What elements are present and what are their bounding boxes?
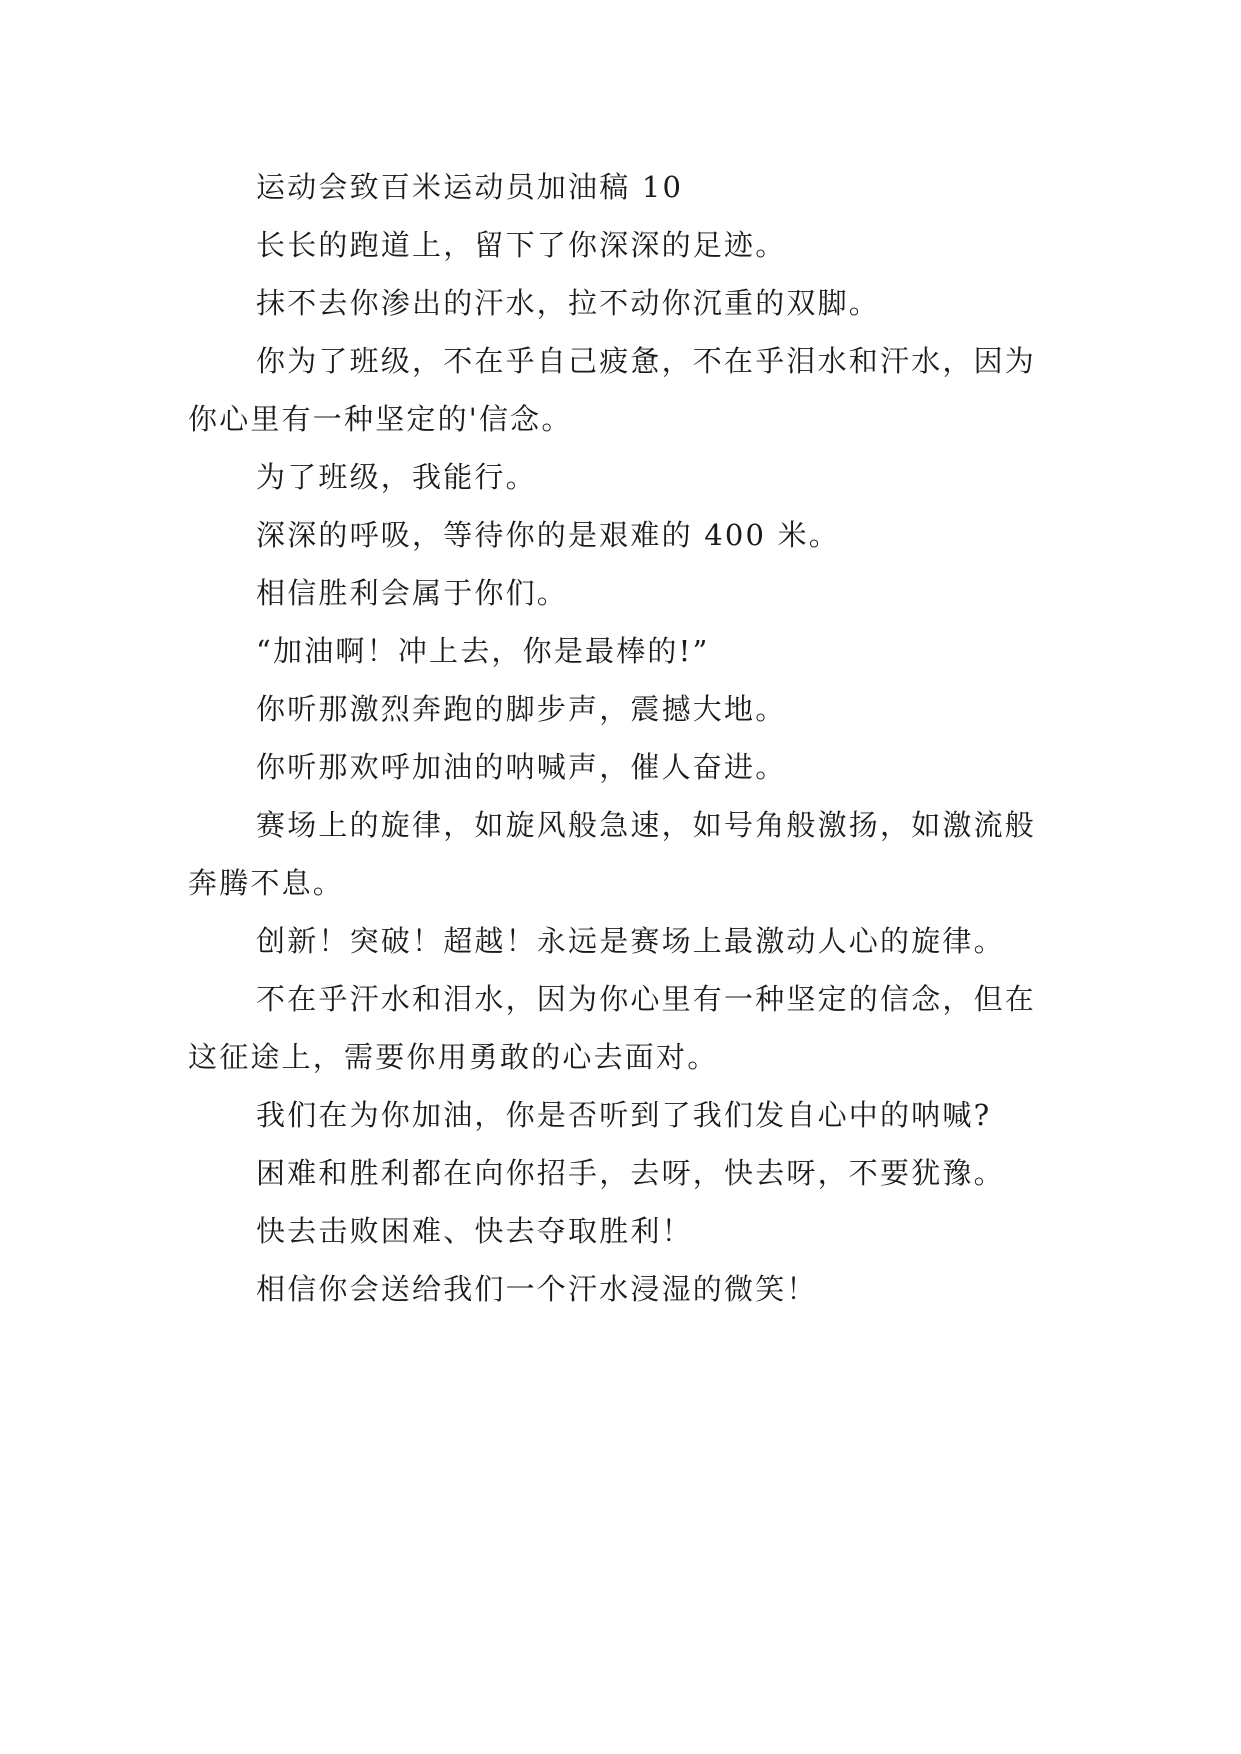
paragraph: 深深的呼吸，等待你的是艰难的 400 米。 [256, 518, 840, 552]
paragraph: 快去击败困难、快去夺取胜利！ [256, 1214, 693, 1248]
paragraph: “加油啊！冲上去，你是最棒的!” [256, 634, 710, 668]
paragraph: 创新！突破！超越！永远是赛场上最激动人心的旋律。 [256, 924, 1005, 958]
paragraph: 相信你会送给我们一个汗水浸湿的微笑！ [256, 1272, 818, 1306]
paragraph: 你听那欢呼加油的呐喊声，催人奋进。 [256, 750, 787, 784]
paragraph: 长长的跑道上，留下了你深深的足迹。 [256, 228, 787, 262]
paragraph: 赛场上的旋律，如旋风般急速，如号角般激扬，如激流般奔腾不息。 [188, 808, 1037, 900]
paragraph: 抹不去你渗出的汗水，拉不动你沉重的双脚。 [256, 286, 881, 320]
paragraph: 相信胜利会属于你们。 [256, 576, 569, 610]
paragraph: 你为了班级，不在乎自己疲惫，不在乎泪水和汗水，因为你心里有一种坚定的'信念。 [188, 344, 1037, 436]
paragraph: 困难和胜利都在向你招手，去呀，快去呀，不要犹豫。 [256, 1156, 1005, 1190]
paragraph: 我们在为你加油，你是否听到了我们发自心中的呐喊? [256, 1098, 992, 1132]
document-body [188, 158, 1058, 1318]
paragraph: 你听那激烈奔跑的脚步声，震撼大地。 [256, 692, 787, 726]
paragraph: 为了班级，我能行。 [256, 460, 537, 494]
document-title: 运动会致百米运动员加油稿 10 [256, 170, 684, 204]
paragraph: 不在乎汗水和泪水，因为你心里有一种坚定的信念，但在这征途上，需要你用勇敢的心去面对。 [188, 982, 1037, 1074]
